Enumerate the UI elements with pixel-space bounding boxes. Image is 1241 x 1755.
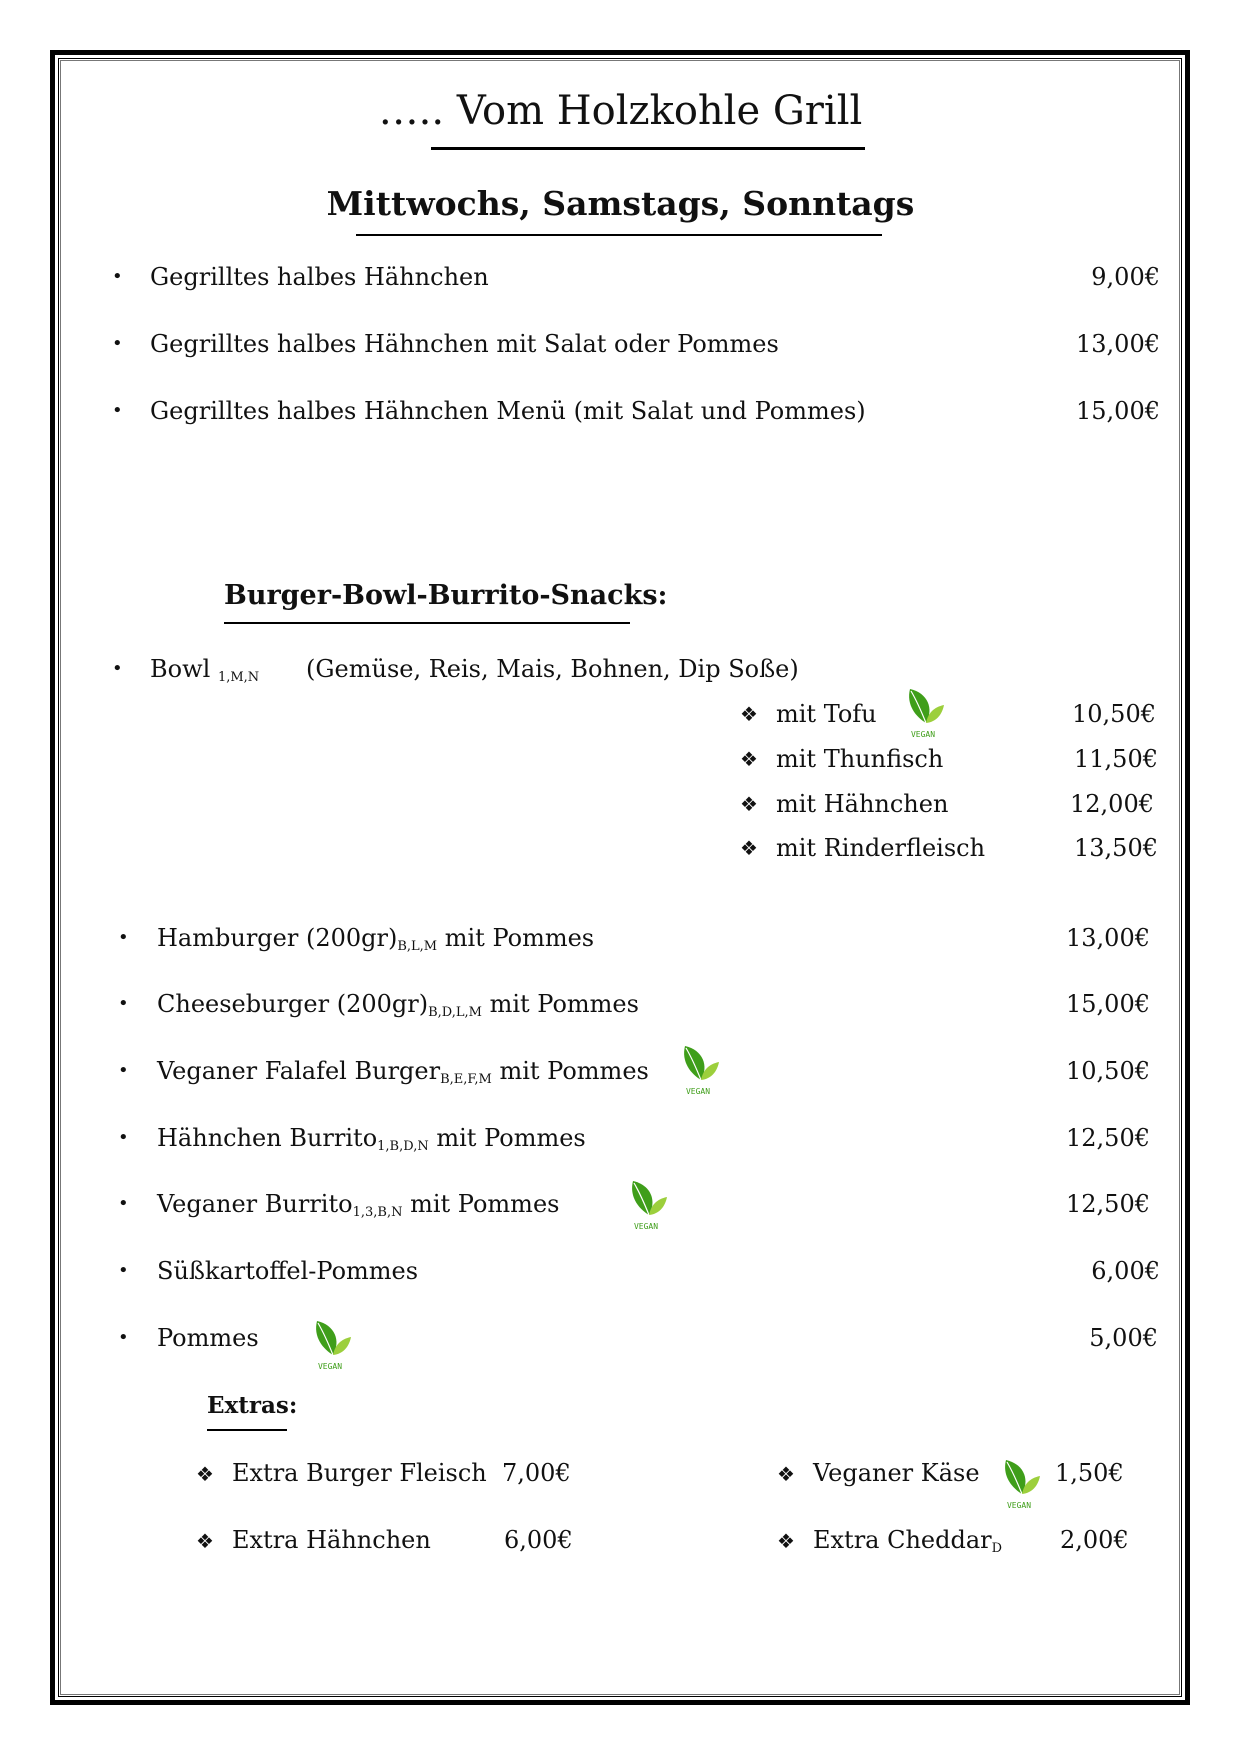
snack-item-price: 13,00€ <box>1066 924 1150 952</box>
diamond-bullet-icon: ❖ <box>740 747 758 771</box>
svg-text:VEGAN: VEGAN <box>685 1087 711 1096</box>
extra-item-price: 1,50€ <box>1055 1459 1124 1487</box>
snack-item-name: Veganer Burrito <box>157 1190 353 1218</box>
snack-item-suffix: mit Pommes <box>499 1057 649 1085</box>
extra-item-name: Extra Burger Fleisch <box>232 1459 487 1487</box>
bullet-icon: • <box>112 333 123 354</box>
grill-item-name: Gegrilltes halbes Hähnchen mit Salat oder Pommes <box>150 330 779 358</box>
extra-item-name: Extra Cheddar <box>813 1526 992 1554</box>
snack-item-price: 6,00€ <box>1091 1257 1160 1285</box>
bullet-icon: • <box>118 1260 129 1281</box>
bullet-icon: • <box>118 927 129 948</box>
snack-item-allergens: 1,B,D,N <box>377 1139 429 1154</box>
vegan-leaf-icon <box>621 1177 671 1233</box>
bullet-icon: • <box>118 1060 129 1081</box>
bowl-option-price: 11,50€ <box>1074 745 1158 773</box>
bullet-icon: • <box>112 400 123 421</box>
bowl-option-price: 12,00€ <box>1070 790 1154 818</box>
extra-item-name: Extra Hähnchen <box>232 1526 431 1554</box>
snack-item-price: 12,50€ <box>1066 1124 1150 1152</box>
snack-item-suffix: mit Pommes <box>444 924 595 952</box>
bowl-allergens: 1,M,N <box>217 670 260 685</box>
snack-item-name: Pommes <box>157 1324 259 1352</box>
title-underline <box>431 147 865 150</box>
bullet-icon: • <box>112 658 123 679</box>
bullet-icon: • <box>118 1193 129 1214</box>
vegan-leaf-icon <box>673 1042 723 1098</box>
vegan-leaf-icon <box>898 685 948 741</box>
grill-item-price: 13,00€ <box>1076 330 1160 358</box>
svg-text:VEGAN: VEGAN <box>910 730 936 739</box>
bowl-option-name: mit Thunfisch <box>776 745 944 773</box>
snacks-heading: Burger-Bowl-Burrito-Snacks: <box>224 580 668 611</box>
diamond-bullet-icon: ❖ <box>740 792 758 816</box>
snack-item-allergens: B,E,F,M <box>440 1072 492 1087</box>
snack-item-name: Veganer Falafel Burger <box>157 1057 441 1085</box>
snack-item-price: 12,50€ <box>1066 1190 1150 1218</box>
diamond-bullet-icon: ❖ <box>196 1529 214 1553</box>
diamond-bullet-icon: ❖ <box>777 1462 795 1486</box>
page-border-inner-line <box>60 60 1180 1695</box>
diamond-bullet-icon: ❖ <box>740 702 758 726</box>
menu-title: ….. Vom Holzkohle Grill <box>378 88 863 134</box>
bowl-option-name: mit Rinderfleisch <box>776 834 986 862</box>
snack-item-allergens: B,D,L,M <box>428 1005 482 1020</box>
snack-item-name: Cheeseburger (200gr) <box>157 990 429 1018</box>
snack-item-suffix: mit Pommes <box>410 1190 560 1218</box>
snack-item-price: 5,00€ <box>1089 1324 1158 1352</box>
extra-item-allergens: D <box>991 1541 1003 1556</box>
grill-item-price: 9,00€ <box>1091 263 1160 291</box>
diamond-bullet-icon: ❖ <box>196 1462 214 1486</box>
bowl-option-price: 13,50€ <box>1074 834 1158 862</box>
bullet-icon: • <box>118 993 129 1014</box>
bowl-description: (Gemüse, Reis, Mais, Bohnen, Dip Soße) <box>306 655 799 683</box>
extra-item-price: 6,00€ <box>504 1526 573 1554</box>
svg-text:VEGAN: VEGAN <box>317 1362 343 1371</box>
svg-text:VEGAN: VEGAN <box>633 1222 659 1231</box>
vegan-leaf-icon <box>994 1456 1044 1512</box>
extras-heading-underline <box>207 1429 287 1431</box>
menu-subtitle-days: Mittwochs, Samstags, Sonntags <box>326 184 915 223</box>
bullet-icon: • <box>112 266 123 287</box>
extras-heading: Extras: <box>207 1392 298 1419</box>
extra-item-name: Veganer Käse <box>813 1459 980 1487</box>
snack-item-allergens: B,L,M <box>397 939 438 954</box>
vegan-leaf-icon <box>305 1317 355 1373</box>
grill-item-name: Gegrilltes halbes Hähnchen Menü (mit Salat und Pommes) <box>150 397 866 425</box>
bowl-option-name: mit Hähnchen <box>776 790 949 818</box>
snack-item-allergens: 1,3,B,N <box>352 1205 403 1220</box>
bowl-option-price: 10,50€ <box>1072 700 1156 728</box>
diamond-bullet-icon: ❖ <box>740 836 758 860</box>
snack-item-price: 10,50€ <box>1066 1057 1150 1085</box>
bowl-name: Bowl <box>150 655 211 683</box>
extra-item-price: 2,00€ <box>1060 1526 1129 1554</box>
snack-item-name: Hähnchen Burrito <box>157 1124 378 1152</box>
snacks-heading-underline <box>224 622 630 624</box>
snack-item-suffix: mit Pommes <box>489 990 639 1018</box>
bowl-option-name: mit Tofu <box>776 700 877 728</box>
snack-item-name: Hamburger (200gr) <box>157 924 398 952</box>
svg-text:VEGAN: VEGAN <box>1006 1501 1032 1510</box>
diamond-bullet-icon: ❖ <box>777 1529 795 1553</box>
bullet-icon: • <box>118 1127 129 1148</box>
grill-item-price: 15,00€ <box>1076 397 1160 425</box>
snack-item-price: 15,00€ <box>1066 990 1150 1018</box>
bullet-icon: • <box>118 1327 129 1348</box>
snack-item-suffix: mit Pommes <box>436 1124 586 1152</box>
snack-item-name: Süßkartoffel-Pommes <box>157 1257 419 1285</box>
grill-item-name: Gegrilltes halbes Hähnchen <box>150 263 489 291</box>
subtitle-underline <box>356 234 882 236</box>
extra-item-price: 7,00€ <box>502 1459 571 1487</box>
